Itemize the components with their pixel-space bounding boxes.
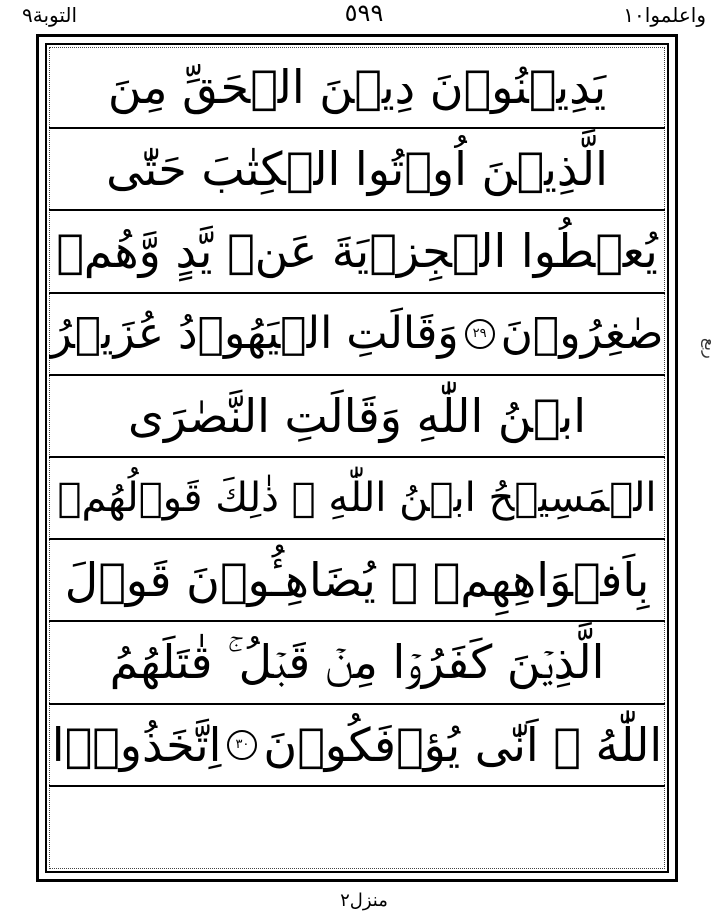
verse-lines xyxy=(49,47,665,869)
verse-line-3 xyxy=(49,211,665,293)
verse-line-4 xyxy=(49,294,665,376)
verse-line-10 xyxy=(49,787,665,869)
verse-line-1 xyxy=(49,47,665,129)
verse-text: الۡمَسِيۡحُ ابۡنُ اللّٰهِ ۚ ذٰلِكَ قَوۡلُهُمۡ xyxy=(57,475,657,522)
surah-name: التوبة٩ xyxy=(22,3,78,27)
juz-name: واعلموا١٠ xyxy=(623,3,706,27)
verse-line-7 xyxy=(49,540,665,622)
page-number: ٥٩٩ xyxy=(344,0,384,27)
verse-text: وَقَالَتِ الۡيَهُوۡدُ عُزَيۡرُ xyxy=(50,307,459,359)
verse-text: يُعۡطُوا الۡجِزۡيَةَ عَنۡ يَّدٍ وَّهُمۡ xyxy=(56,224,658,279)
verse-text: الَّذِيۡنَ اُوۡتُوا الۡكِتٰبَ حَتّٰى xyxy=(106,142,608,197)
ayah-end-marker: ٣٠ xyxy=(227,730,257,760)
verse-text: الَّذِيۡنَ كَفَرُوۡا مِنۡ قَبۡلُ ۚ قٰتَلَهُمُ xyxy=(109,635,605,690)
verse-text: بِاَفۡوَاهِهِمۡ ۚ يُضَاهِـُٔوۡنَ قَوۡلَ xyxy=(64,553,650,608)
page-frame xyxy=(36,34,678,882)
verse-text: صٰغِرُوۡنَ xyxy=(500,307,664,359)
margin-rub-marker: ربع xyxy=(701,338,720,359)
verse-text: اللّٰهُ ۚ اَنّٰى يُؤۡفَكُوۡنَ xyxy=(263,717,663,772)
ayah-end-marker: ٢٩ xyxy=(465,319,495,349)
verse-text: اِتَّخَذُوۡۤا xyxy=(51,717,222,772)
verse-line-2 xyxy=(49,129,665,211)
verse-line-5 xyxy=(49,376,665,458)
manzil-label: منزل٢ xyxy=(340,890,388,911)
verse-text: يَدِيۡنُوۡنَ دِيۡنَ الۡحَقِّ مِنَ xyxy=(107,60,607,115)
verse-line-9 xyxy=(49,705,665,787)
verse-line-8 xyxy=(49,622,665,704)
verse-line-6 xyxy=(49,458,665,540)
verse-text: ابۡنُ اللّٰهِ وَقَالَتِ النَّصٰرَى xyxy=(127,388,587,443)
